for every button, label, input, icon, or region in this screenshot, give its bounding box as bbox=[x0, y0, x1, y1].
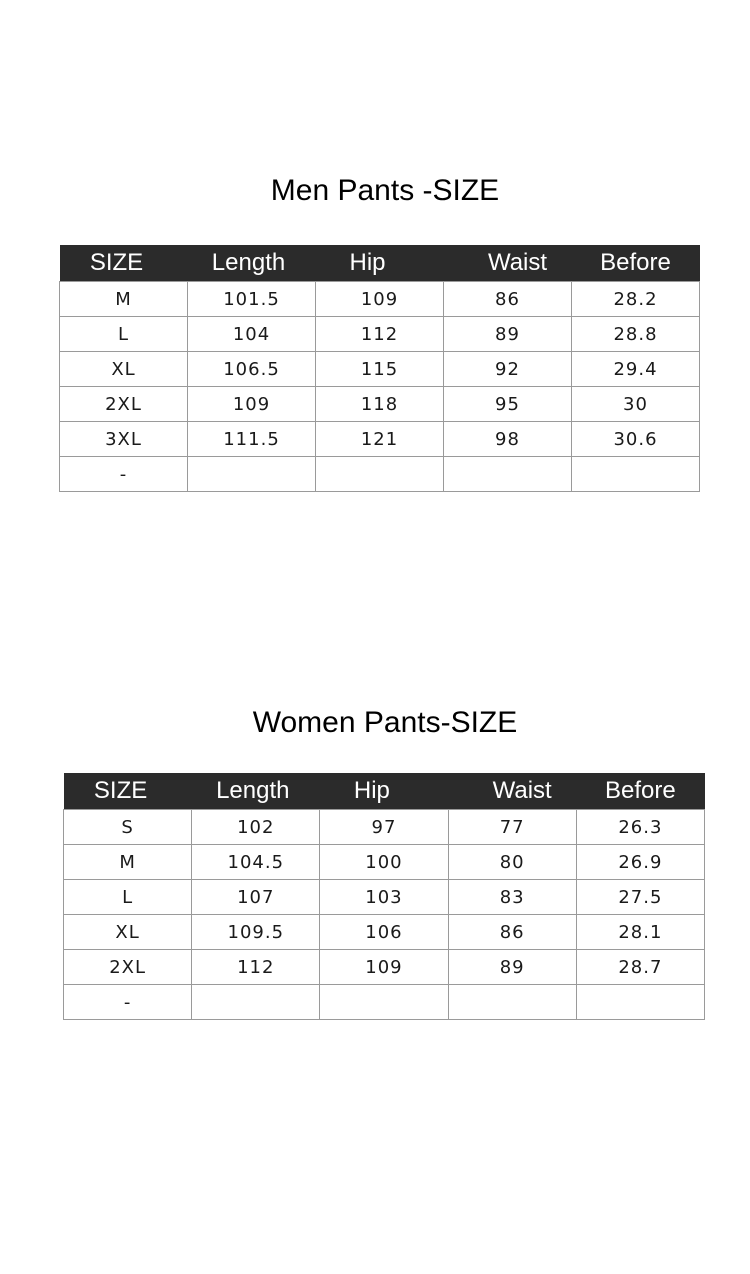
cell-before bbox=[576, 985, 704, 1020]
table-row bbox=[64, 880, 705, 915]
cell-length: 104 bbox=[188, 317, 316, 352]
cell-waist: 95 bbox=[444, 387, 572, 422]
cell-before: 28.7 bbox=[576, 950, 704, 985]
cell-hip: 103 bbox=[320, 880, 448, 915]
men-size-title: Men Pants -SIZE bbox=[270, 174, 500, 207]
table-row bbox=[60, 422, 700, 457]
cell-hip: 106 bbox=[320, 915, 448, 950]
table-row bbox=[64, 845, 705, 880]
cell-waist: 89 bbox=[448, 950, 576, 985]
cell-size: 2XL bbox=[64, 950, 192, 985]
cell-waist bbox=[448, 985, 576, 1020]
column-header-size: SIZE bbox=[60, 245, 188, 282]
cell-waist: 80 bbox=[448, 845, 576, 880]
cell-before: 30 bbox=[572, 387, 700, 422]
table-header-row bbox=[64, 773, 705, 810]
column-header-length: Length bbox=[188, 245, 316, 282]
men-size-table bbox=[59, 245, 700, 492]
cell-length: 101.5 bbox=[188, 282, 316, 317]
cell-length: 112 bbox=[192, 950, 320, 985]
women-size-title: Women Pants-SIZE bbox=[252, 706, 518, 739]
table-header-row bbox=[60, 245, 700, 282]
cell-waist: 86 bbox=[444, 282, 572, 317]
column-header-waist: Waist bbox=[444, 245, 572, 282]
cell-size: S bbox=[64, 810, 192, 845]
cell-size: L bbox=[60, 317, 188, 352]
cell-size: XL bbox=[64, 915, 192, 950]
cell-waist: 89 bbox=[444, 317, 572, 352]
table-row bbox=[60, 317, 700, 352]
cell-before: 28.1 bbox=[576, 915, 704, 950]
table-row bbox=[60, 457, 700, 492]
cell-length bbox=[188, 457, 316, 492]
cell-hip bbox=[316, 457, 444, 492]
cell-before: 28.8 bbox=[572, 317, 700, 352]
cell-hip: 115 bbox=[316, 352, 444, 387]
cell-waist: 83 bbox=[448, 880, 576, 915]
table-row bbox=[64, 810, 705, 845]
women-size-table bbox=[63, 773, 705, 1020]
cell-length: 102 bbox=[192, 810, 320, 845]
cell-size: M bbox=[64, 845, 192, 880]
cell-before: 27.5 bbox=[576, 880, 704, 915]
cell-waist: 77 bbox=[448, 810, 576, 845]
cell-waist: 86 bbox=[448, 915, 576, 950]
cell-hip: 109 bbox=[320, 950, 448, 985]
cell-length: 104.5 bbox=[192, 845, 320, 880]
column-header-waist: Waist bbox=[448, 773, 576, 810]
cell-hip: 100 bbox=[320, 845, 448, 880]
cell-hip bbox=[320, 985, 448, 1020]
column-header-hip: Hip bbox=[316, 245, 444, 282]
cell-size: XL bbox=[60, 352, 188, 387]
cell-length: 106.5 bbox=[188, 352, 316, 387]
table-row bbox=[64, 915, 705, 950]
column-header-before: Before bbox=[576, 773, 704, 810]
cell-hip: 118 bbox=[316, 387, 444, 422]
cell-size: 2XL bbox=[60, 387, 188, 422]
cell-before: 29.4 bbox=[572, 352, 700, 387]
cell-size: M bbox=[60, 282, 188, 317]
cell-length bbox=[192, 985, 320, 1020]
column-header-length: Length bbox=[192, 773, 320, 810]
cell-hip: 109 bbox=[316, 282, 444, 317]
cell-size: - bbox=[60, 457, 188, 492]
table-row bbox=[64, 950, 705, 985]
cell-size: - bbox=[64, 985, 192, 1020]
cell-size: L bbox=[64, 880, 192, 915]
cell-before: 26.9 bbox=[576, 845, 704, 880]
cell-before: 30.6 bbox=[572, 422, 700, 457]
cell-length: 109 bbox=[188, 387, 316, 422]
table-row bbox=[60, 282, 700, 317]
cell-waist: 98 bbox=[444, 422, 572, 457]
table-row bbox=[64, 985, 705, 1020]
cell-length: 109.5 bbox=[192, 915, 320, 950]
column-header-before: Before bbox=[572, 245, 700, 282]
cell-hip: 97 bbox=[320, 810, 448, 845]
table-row bbox=[60, 352, 700, 387]
cell-hip: 121 bbox=[316, 422, 444, 457]
column-header-size: SIZE bbox=[64, 773, 192, 810]
cell-size: 3XL bbox=[60, 422, 188, 457]
cell-hip: 112 bbox=[316, 317, 444, 352]
column-header-hip: Hip bbox=[320, 773, 448, 810]
cell-waist: 92 bbox=[444, 352, 572, 387]
table-row bbox=[60, 387, 700, 422]
cell-length: 107 bbox=[192, 880, 320, 915]
cell-before: 28.2 bbox=[572, 282, 700, 317]
cell-waist bbox=[444, 457, 572, 492]
cell-length: 111.5 bbox=[188, 422, 316, 457]
cell-before bbox=[572, 457, 700, 492]
cell-before: 26.3 bbox=[576, 810, 704, 845]
